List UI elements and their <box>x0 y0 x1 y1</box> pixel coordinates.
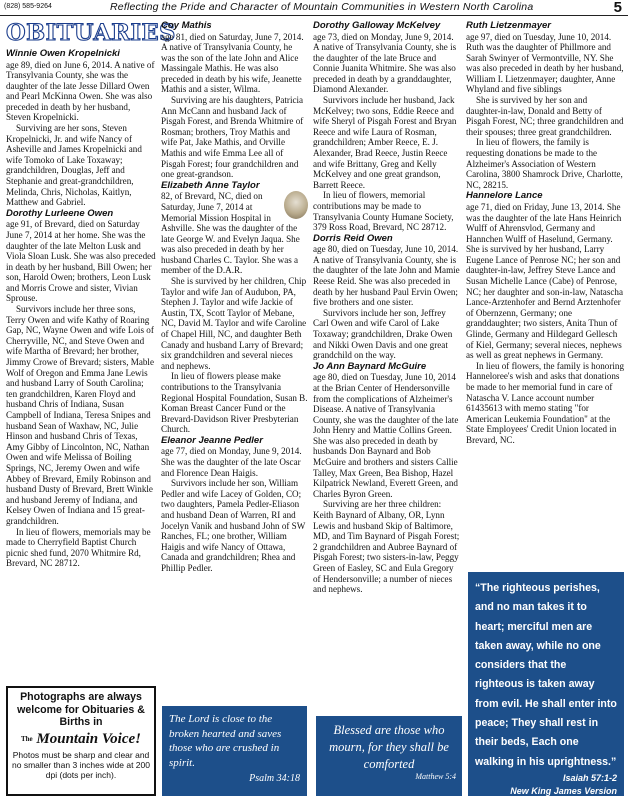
obituary-paragraph: In lieu of flowers, the family is honoring Hanneloree's wish and asks that donations be made to her memorial fund in care of Natascha V. Lance account number 61435613 with memo stating "for American Leukemia Foundation" at the State Employees' Credit Union located in Brevard, NC. <box>466 360 624 445</box>
obituary-paragraph: age 81, died on Saturday, June 7, 2014. A native of Transylvania County, he was the son of the late John and Alice Massingale Mathis. He was also preceded in death by his wife, Jeanette Mathis and a sister, Wilma. <box>161 31 304 95</box>
verse-text: Blessed are those who mourn, for they shall be comforted <box>329 723 449 771</box>
photo-notice-note: Photos must be sharp and clear and no smaller than 3 inches wide at 200 dpi (dots per inch). <box>12 749 150 780</box>
verse-box-matthew <box>316 716 462 796</box>
obituary-name: Dorothy Galloway McKelvey <box>313 20 441 31</box>
verse-reference: Isaiah 57:1-2 <box>562 772 617 783</box>
obituary-paragraph: In lieu of flowers, memorial contributions may be made to Transylvania County Humane Society, 379 Ross Road, Brevard, NC 28712. <box>313 190 454 233</box>
obituary-paragraph: age 80, died on Tuesday, June 10, 2014 at the Brian Center of Hendersonville from the complications of Alzheimer's Disease. A native of Transylvania County, she was the daughter of the late John Henry and Mattie Collins Green. She was also preceded in death by husbands Don Baynard and Bob McGuire and brothers and sisters Callie Talley, Max Green, Bea Bishop, Hazel Kilpatrick Newland, Everett Green, and Charles Byron Green. <box>313 372 459 499</box>
obituary-paragraph: age 77, died on Monday, June 9, 2014. She was the daughter of the late Oscar and Florence Dean Haigis. <box>161 446 302 478</box>
obituary-body <box>6 219 156 569</box>
verse-reference: Matthew 5:4 <box>415 772 456 781</box>
page-header <box>0 0 628 16</box>
obituary-paragraph: In lieu of flowers, the family is requesting donations be made to the Alzheimer's Association of Western Carolina, 3800 Shamrock Drive, Charlotte, NC, 28215. <box>466 137 623 190</box>
photo-notice <box>6 686 156 796</box>
obituary-paragraph: age 89, died on June 6, 2014. A native of Transylvania County, she was the daughter of the late Jesse Dillard Owen and Pearl McKinna Owen. She was also preceded in death by her husband, Steven Kropelnicki. <box>6 59 155 123</box>
verse-version: New King James Version <box>510 785 617 796</box>
obituary-body <box>161 32 308 180</box>
obituary-name: Hannelore Lance <box>466 190 543 202</box>
column-2 <box>161 20 308 704</box>
obituary-body <box>466 32 624 191</box>
obituary-body <box>313 372 461 594</box>
obituary-paragraph: In lieu of flowers, memorials may be made to Cherryfield Baptist Church picnic shed fund, 2070 Whitmire Rd, Brevard, NC 28712. <box>6 526 151 569</box>
obituary-body <box>161 191 308 435</box>
column-4 <box>466 20 624 568</box>
obituary-paragraph: age 73, died on Monday, June 9, 2014. A native of Transylvania County, she is the daughter of the late Bruce and Connie Juanita Whitmire. She was also preceded in death by a granddaughter, Diamond Alexander. <box>313 31 457 95</box>
mountain-voice-logo <box>8 730 154 748</box>
obituary-paragraph: Surviving are her three children: Keith Baynard of Albany, OR, Lynn Lewis and husband Skip of Baltimore, MD, and Tim Baynard of Pisgah Forest; 2 grandchildren and Aubree Baynard of Pisgah Forest; two sisters-in-law, Peggy Green of Easley, SC and Eula Gregory of Hendersonville; a number of nieces and nephews. <box>313 499 460 595</box>
verse-box-psalm <box>162 706 307 796</box>
obituary-paragraph: Survivors include her husband, Jack McKelvey; two sons, Eddie Reece and wife Sheryl of Pisgah Forest and Bryan Reece and wife Laura of Rosman, grandchildren; Amber Reece, E. J. Alexander, Brad Reece, Justin Reece and wife Brittany, Greg and Kelly McKelvey and one great grandson, Barrett Reece. <box>313 95 457 190</box>
obituary-body <box>313 244 461 361</box>
obituary-body <box>466 202 624 446</box>
obituary-paragraph: Surviving are her sons, Steven Kropelnicki, Jr. and wife Nancy of Asheville and James Kropelnicki and wife Tomoko of Lake Toxaway; grandchildren, Douglas, Jeff and Stephanie and great-grandchildren, Melinda, Chris, Nicholas, Kaitlyn, Matthew and Gabriel. <box>6 123 142 208</box>
logo-text: Mountain Voice! <box>36 730 142 747</box>
obituary-paragraph: She is survived by her son and daughter-in-law, Donald and Betty of Pisgah Forest, NC; three grandchildren and their spouses; three great grandchildren. <box>466 95 624 137</box>
header-tagline: Reflecting the Pride and Character of Mountain Communities in Western North Carolina <box>110 1 534 13</box>
obituary-paragraph: 82, of Brevard, NC, died on Saturday, June 7, 2014 at Memorial Mission Hospital in Ashville. She was the daughter of the late George W. and Evelyn Jaqua. She was also preceded in death by her husband Charles C. Taylor. She was a member of the D.A.R. <box>161 191 300 276</box>
obituary-paragraph: She is survived by her children, Chip Taylor and wife Jan of Audubon, PA, Stephen J. Taylor and wife Jackie of Austin, TX, Scott Taylor of Mebane, NC, David M. Taylor and wife Caroline of Chapel Hill, NC, and daughter Beth Canady and husband Larry of Brevard; six grandchildren and several nieces and nephews. <box>161 276 307 371</box>
obituary-paragraph: Surviving are his daughters, Patricia Ann McCann and husband Jack of Pisgah Forest, and Brenda Whitmire of Rosman; brothers, Troy Mathis and wife Pat, Jake Mathis, and Orville Mathis and wife Emma Lee all of Pisgah Forest; four grandchildren and one great-grandson. <box>161 95 304 180</box>
obituary-body <box>313 32 461 233</box>
page-number: 5 <box>613 0 622 16</box>
obituary-body <box>161 446 308 573</box>
logo-the: The <box>20 734 33 743</box>
obituary-body <box>6 60 156 208</box>
verse-text: The Lord is close to the broken hearted and saves those who are crushed in spirit. <box>169 713 282 769</box>
obituary-name: Eleanor Jeanne Pedler <box>161 434 263 446</box>
photo-notice-headline: Photographs are always welcome for Obituaries & Births in <box>17 691 145 728</box>
section-title: OBITUARIES <box>6 20 176 46</box>
verse-reference: Psalm 34:18 <box>249 773 300 784</box>
verse-text: “The righteous perishes, and no man takes it to heart; merciful men are taken away, while no one considers that the righteous is taken away from evil. He shall enter into peace; They shall rest in their beds, Each one walking in his uprightness.” <box>475 582 617 768</box>
obituary-paragraph: Survivors include her three sons, Terry Owen and wife Kathy of Roaring Gap, NC, Wayne Owen and wife Lois of Cherryville, NC, and Steve Owen and wife Martha of Brevard; her brother, Jimmy Crowe of Brevard; sisters, Mable Wolf of Oregon and Emma Jane Lewis and husband Larry of South Carolina; ten grandchildren, Karen Floyd and husband Chris of Indiana, Susan Campbell of Indiana, Teresa Snipes and husband Sean of Waxhaw, NC, Julie Hinson and husband Chris of Texas, Amy Gibby of Lincolnton, NC, Nathan Owen and wife Melissa of Boiling Springs, NC, Jeremy Owen and wife Abbey of Brevard, Emily Robinson and husband Dusty of Brevard, Brett Winkle and husband Jeremy of Indiana, and Kelsey Owen of Indiana and 15 great-grandchildren. <box>6 304 154 526</box>
column-1 <box>6 20 176 684</box>
obituary-paragraph: age 80, died on Tuesday, June 10, 2014. A native of Transylvania County, she is the daughter of the late John and Mamie Reese Reid. She was also preceded in death by her husband Paul Ervin Owen; five brothers and one sister. <box>313 244 460 308</box>
phone-number: (828) 585-9264 <box>4 3 52 10</box>
obituary-name: Elizabeth Anne Taylor <box>161 179 260 191</box>
obituary-name: Jo Ann Baynard McGuire <box>313 360 427 372</box>
obituary-name: Ruth Lietzenmayer <box>466 20 551 31</box>
obituary-paragraph: Survivors include her son, William Pedler and wife Lacey of Golden, CO; two daughters, Pamela Pedler-Eliason and husband Dean of Warren, RI and Jocelyn Vanik and husband John of SW Ranches, FL; one brother, William Haigis and wife Nancy of Ottawa, Canada and grandchildren; Rhea and Phillip Pedler. <box>161 478 306 573</box>
obituary-paragraph: age 91, of Brevard, died on Saturday June 7, 2014 at her home. She was the daughter of the late Melton Lusk and Viola Sloan Lusk. She was also preceded in death by her husband, Bill Owen; her son, Harold Owen; brothers, Leon Lusk and Morris Crowe and sister, Vivian Sprouse. <box>6 219 156 304</box>
obituary-name: Coy Mathis <box>161 20 212 31</box>
obituary-paragraph: Survivors include her son, Jeffrey Carl Owen and wife Carol of Lake Toxaway; grandchildren, Drake Owen and Nikki Owen Davis and one great grandchild on the way. <box>313 307 453 361</box>
obituary-paragraph: age 71, died on Friday, June 13, 2014. She was the daughter of the late Hans Heinrich Wulff of Ahrensvlod, Germany and Hannchen Wulff of Haselund, Germany. She is survived by her husband, Larry Eugene Lance of Penrose NC; her son and daughter-in-law, Jeffrey Steve Lance and Susan Michelle Lance (Cabe) of Penrose, NC; her daughter and son-in-law, Natascha Lance-Arztenhofer and Bernd Arztenhofer of Obernzenn, Germany; one granddaughter; two sisters, Anita Thun of Glinde, Germany and Hildegard Gellesch of Kiel, Germany; several nieces, nephews as well as great nephews in Germany. <box>466 201 623 361</box>
obituary-paragraph: age 97, died on Tuesday, June 10, 2014. Ruth was the daughter of Phillmore and Sarah Swinyer of Vermontville, NY. She was also preceded in death by her husband, William I. Lietzenmayer; daughter, Anne Whyland and five siblings <box>466 31 624 95</box>
obituary-name: Dorothy Lurleene Owen <box>6 207 114 219</box>
obituary-name: Dorris Reid Owen <box>313 232 393 244</box>
obituary-name: Winnie Owen Kropelnicki <box>6 48 120 59</box>
obituary-paragraph: In lieu of flowers please make contributions to the Transylvania Regional Hospital Foundation, Susan B. Koman Breast Cancer Fund or the Brevard-Davidson River Presbyterian Church. <box>161 371 308 435</box>
verse-box-isaiah <box>468 572 624 796</box>
column-3 <box>313 20 461 712</box>
